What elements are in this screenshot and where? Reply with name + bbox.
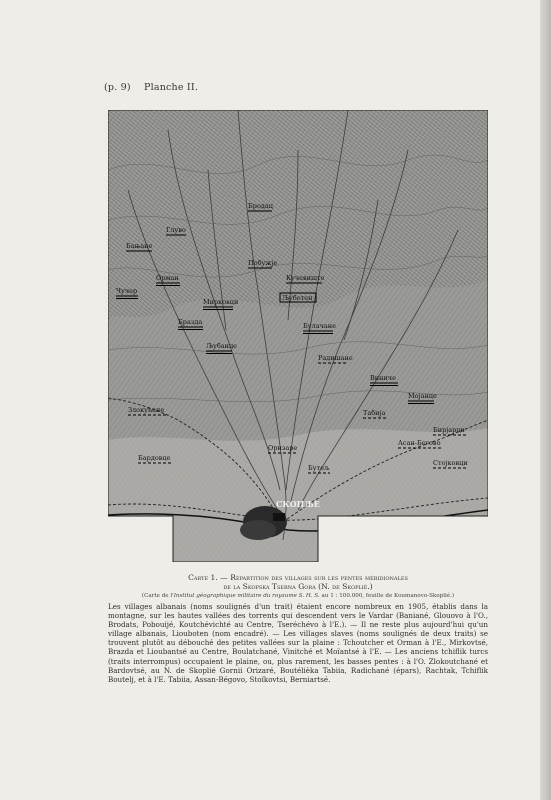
page-header (104, 82, 198, 93)
caption-source-part-b: au 1 : 100.000, feuille de Koumanovo-Skoplié.) (319, 593, 455, 599)
label-radisane: Радишане (318, 354, 353, 362)
label-bardovce: Бардовце (138, 454, 171, 462)
topographic-map (108, 110, 488, 562)
label-bulacane: Булачане (303, 322, 336, 330)
label-ljuboten: Љуботен (282, 294, 313, 302)
label-asan-begovo: Асан-Бегово (398, 439, 441, 447)
label-vinice: Виниче (370, 374, 396, 382)
map-figure (108, 110, 488, 562)
caption-source-part-a: (Carte de l' (141, 593, 174, 599)
plate-number: Planche II. (144, 82, 199, 93)
label-mirkovci: Мирковци (203, 298, 239, 306)
label-skopje: СКОПЉЕ (276, 499, 320, 509)
label-orizare: Оризаре (268, 444, 298, 452)
label-pobuzje: Побужје (248, 259, 278, 267)
label-tabija: Табија (363, 409, 386, 417)
label-gluvo: Глуво (166, 226, 186, 234)
label-brazda: Бразда (178, 318, 203, 326)
label-ljubance: Љубанце (206, 342, 238, 350)
label-brodac: Бродац (248, 202, 273, 210)
page-edge (540, 0, 551, 800)
label-stojkovci: Стојковци (433, 459, 468, 467)
page-reference: (p. 9) (104, 82, 131, 93)
figure-caption-title (108, 573, 488, 591)
caption-title-line-1: Carte 1. — Répartition des villages sur les pentes méridionales (188, 573, 408, 582)
label-zlokucane: Злокућане (128, 406, 165, 414)
label-mojance: Мојанце (408, 392, 437, 400)
label-orman: Орман (156, 274, 179, 282)
figure-caption-source (108, 593, 488, 599)
label-kucevisce: Кучевиште (286, 274, 325, 282)
map-body (108, 110, 488, 562)
label-cucer: Чучер (116, 287, 138, 295)
caption-source-institution: Institut géographique militaire du royaume S. H. S. (173, 593, 320, 599)
figure-caption-body: Les villages albanais (noms soulignés d'un trait) étaient encore nombreux en 1905, établis dans la montagne, sur les hautes vallées des torrents qui descendent vers le Vardar (Baniané, Glouovo à l'O., Brodats, Pobouijé, Koutchévichté au Centre, Tseréchévo à l'E.). — Il ne reste plus aujourd'hui qu'un village albanais, Liouboten (nom encadré). — Les villages slaves (noms soulignés de deux traits) se trouvent plutôt au débouché des petites vallées sur la plaine : Tchoutcher et Orman à l'E., Mirkovtsé, Brazda et Lioubantsé au Centre, Boulatchané, Vinitché et Moïantsé à l'E. — Les anciens tchiflik turcs (traits interrompus) occupaient le plaine, ou, plus rarement, les basses pentes : à l'O. Zlokoutchané et Bardovtsé, au N. de Skoplié Gornii Orizaré, Boutélièka Tabiia, Radichané (épars), Rachtak, Tchiflik Boutelj, et à l'E. Tabiia, Assan-Bégovo, Stoïkovtsi, Berniartsé. (108, 602, 488, 684)
label-berjarci: Бирјарци (433, 426, 465, 434)
label-banjane: Бањане (126, 242, 153, 250)
caption-title-line-2: de la Skopska Tserna Gora (N. de Skoplié.) (223, 582, 373, 591)
label-butel: Бутељ (308, 464, 330, 472)
